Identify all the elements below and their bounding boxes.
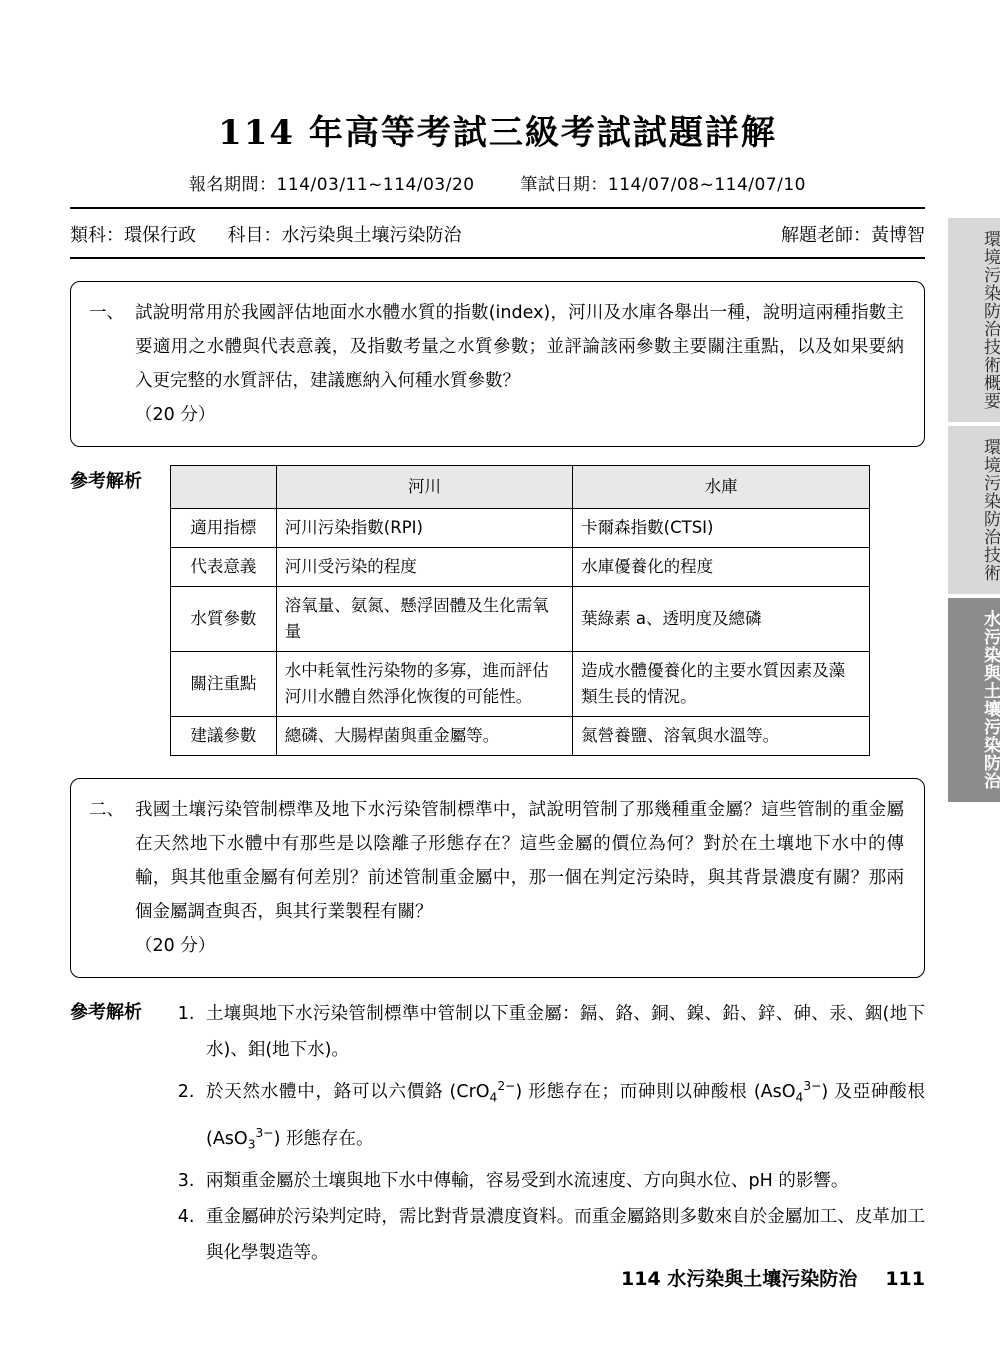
question-2-text: 我國土壤污染管制標準及地下水污染管制標準中，試說明管制了那幾種重金屬？這些管制的重金屬在天然地下水體中有那些是以陰離子形態存在？這些金屬的價位為何？對於在土壤地下水中的傳輸，與其他重金屬有何差別？前述管制重金屬中，那一個在判定污染時，與其背景濃度有關？那兩個金屬調查與否，與其行業製程有關？ <box>135 800 904 922</box>
row-4-reservoir: 氮營養鹽、溶氧與水溫等。 <box>573 717 870 756</box>
question-1-score: （20 分） <box>135 405 216 425</box>
solution-teacher: 解題老師：黃博智 <box>781 225 925 246</box>
answer-2 <box>70 996 925 1271</box>
list-item <box>200 1163 925 1199</box>
header-divider <box>70 207 925 209</box>
exam-subject: 科目：水污染與土壤污染防治 <box>227 225 462 246</box>
question-box-2 <box>70 778 925 978</box>
table-header-reservoir: 水庫 <box>573 466 870 509</box>
meta-left <box>70 221 461 247</box>
side-tab-3[interactable] <box>948 598 1000 802</box>
question-2-number: 二、 <box>89 800 124 820</box>
row-2-reservoir: 葉綠素 a、透明度及總磷 <box>573 587 870 652</box>
row-0-river: 河川污染指數(RPI) <box>276 509 572 548</box>
row-2-river: 溶氧量、氨氮、懸浮固體及生化需氧量 <box>276 587 572 652</box>
answer-1-body <box>170 465 925 756</box>
side-tab-1-label: 環境污染防治技術概要 <box>980 230 1000 410</box>
question-2-body <box>135 793 904 963</box>
side-tab-strip <box>948 218 1000 806</box>
answer-2-item-4: 重金屬砷於污染判定時，需比對背景濃度資料。而重金屬鉻則多數來自於金屬加工、皮革加工與化學製造等。 <box>206 1206 925 1263</box>
index-comparison-table <box>170 465 870 756</box>
row-head-2: 水質參數 <box>171 587 277 652</box>
row-head-0: 適用指標 <box>171 509 277 548</box>
answer-1 <box>70 465 925 756</box>
table-row <box>171 717 870 756</box>
page-content <box>70 0 925 1271</box>
row-3-reservoir: 造成水體優養化的主要水質因素及藻類生長的情況。 <box>573 652 870 717</box>
row-1-river: 河川受污染的程度 <box>276 548 572 587</box>
table-header-blank <box>171 466 277 509</box>
row-head-3: 關注重點 <box>171 652 277 717</box>
table-header-row <box>171 466 870 509</box>
footer-subject: 114 水污染與土壤污染防治 <box>621 1268 858 1290</box>
question-1-body <box>135 296 904 432</box>
table-header-river: 河川 <box>276 466 572 509</box>
side-tab-2-label: 環境污染防治技術 <box>980 438 1000 582</box>
list-item <box>200 1199 925 1271</box>
row-4-river: 總磷、大腸桿菌與重金屬等。 <box>276 717 572 756</box>
page-title: 114 年高等考試三級考試試題詳解 <box>218 113 777 153</box>
answer-2-item-3: 兩類重金屬於土壤與地下水中傳輸，容易受到水流速度、方向與水位、pH 的影響。 <box>206 1170 849 1191</box>
row-head-4: 建議參數 <box>171 717 277 756</box>
side-tab-1[interactable] <box>948 218 1000 422</box>
answer-2-list <box>170 996 925 1271</box>
list-item <box>200 996 925 1068</box>
question-1-number: 一、 <box>89 303 124 323</box>
answer-2-label: 參考解析 <box>70 1002 142 1023</box>
meta-row <box>70 221 925 247</box>
answer-1-label: 參考解析 <box>70 471 142 492</box>
exam-category: 類科：環保行政 <box>70 225 196 246</box>
table-row <box>171 548 870 587</box>
page-number: 111 <box>885 1268 925 1290</box>
question-2-score: （20 分） <box>135 936 216 956</box>
question-1-text: 試說明常用於我國評估地面水水體水質的指數(index)，河川及水庫各舉出一種，說明這兩種指數主要適用之水體與代表意義，及指數考量之水質參數；並評論該兩參數主要關注重點，以及如果要納入更完整的水質評估，建議應納入何種水質參數？ <box>135 303 904 391</box>
question-box-1 <box>70 281 925 447</box>
exam-date: 筆試日期：114/07/08~114/07/10 <box>520 175 806 195</box>
table-row <box>171 652 870 717</box>
answer-2-item-1: 土壤與地下水污染管制標準中管制以下重金屬：鎘、鉻、銅、鎳、鉛、鋅、砷、汞、銦(地下水)、鉬(地下水)。 <box>206 1004 925 1060</box>
registration-period: 報名期間：114/03/11~114/03/20 <box>189 175 475 195</box>
list-item: 2. 於天然水體中，鉻可以六價鉻 (CrO$_4^{2-}$) 形態存在；而砷則以砷酸根 (AsO$_4^{3-}$) 及亞砷酸根 (AsO$_3^{3-}$) 形態存在。 <box>200 1068 925 1163</box>
row-1-reservoir: 水庫優養化的程度 <box>573 548 870 587</box>
side-tab-2[interactable] <box>948 426 1000 594</box>
exam-dates <box>70 170 925 195</box>
table-row <box>171 509 870 548</box>
row-head-1: 代表意義 <box>171 548 277 587</box>
meta-divider <box>70 257 925 259</box>
side-tab-3-label: 水污染與土壤污染防治 <box>980 610 1000 790</box>
row-3-river: 水中耗氧性污染物的多寡，進而評估河川水體自然淨化恢復的可能性。 <box>276 652 572 717</box>
row-0-reservoir: 卡爾森指數(CTSI) <box>573 509 870 548</box>
answer-2-body <box>170 996 925 1271</box>
table-row <box>171 587 870 652</box>
page-footer <box>70 1264 925 1291</box>
